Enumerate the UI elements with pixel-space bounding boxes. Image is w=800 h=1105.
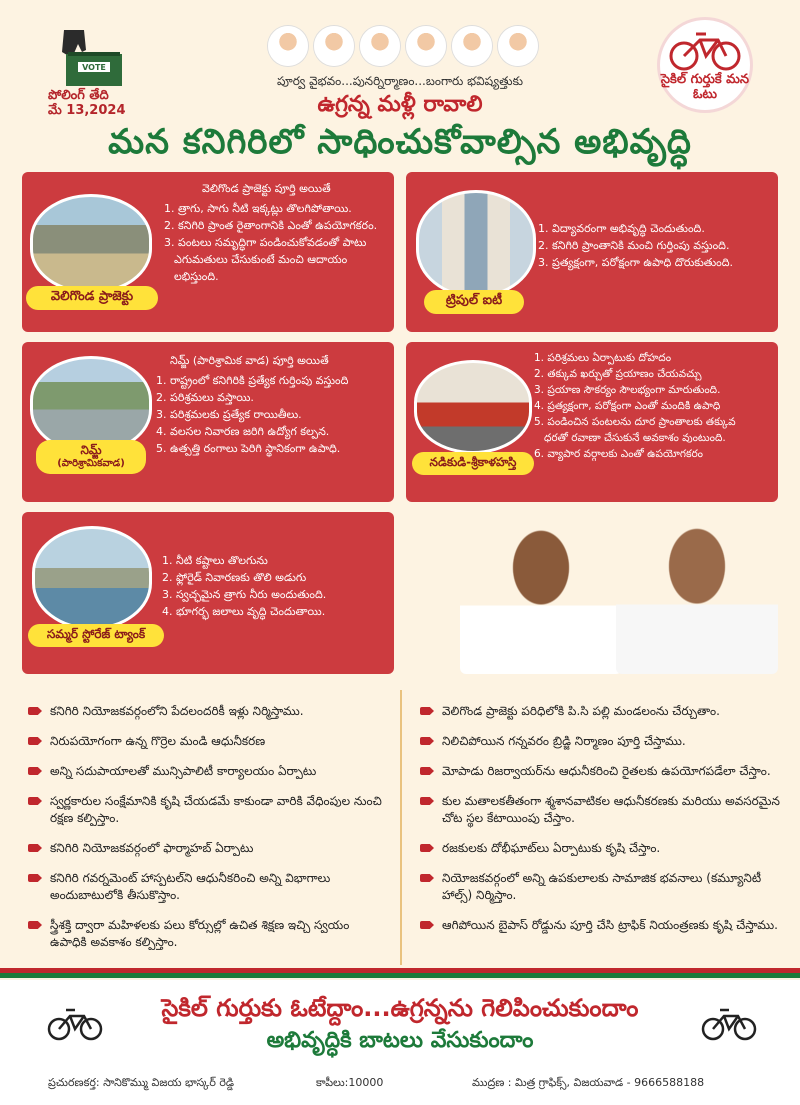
list-item: 1. విద్యావరంగా అభివృద్ధి చెందుతుంది.	[538, 222, 705, 235]
leader-portrait	[498, 26, 538, 66]
card-intro: వెలిగొండ ప్రాజెక్టు పూర్తి అయితే	[202, 182, 331, 195]
candidate-portrait	[616, 520, 778, 674]
polling-date-label: పోలింగ్ తేది	[48, 88, 109, 103]
project-card-railway	[406, 342, 778, 502]
building-photo	[416, 190, 536, 298]
promise-list-left	[28, 703, 388, 964]
column-divider	[400, 690, 402, 965]
card-label-sub: (పారిశ్రామికవాడ)	[57, 458, 125, 469]
list-item: 2. తక్కువ ఖర్చుతో ప్రయాణం చేయవచ్చు	[534, 368, 702, 380]
list-item: 1. నీటి కష్టాలు తొలగును	[162, 554, 268, 567]
promise-list-right	[420, 703, 780, 947]
list-item: కనిగిరి నియోజకవర్గంలో ఫార్మాహబ్ ఏర్పాటు	[28, 840, 388, 857]
list-item: స్త్రీశక్తి ద్వారా మహిళలకు పలు కోర్సుల్లో ఉచిత శిక్షణ ఇచ్చి స్వయం ఉపాధికి అవకాశం కల్పిస్తాం.	[28, 917, 388, 951]
footer	[0, 980, 800, 1105]
list-item: 3. ప్రయాణ సౌకర్యం సౌలభ్యంగా మారుతుంది.	[534, 384, 721, 396]
header	[0, 0, 800, 170]
footer-slogan-2: అభివృద్ధికి బాటలు వేసుకుందాం	[266, 1028, 534, 1053]
project-card-nimz	[22, 342, 394, 502]
leader-portrait	[314, 26, 354, 66]
list-item: 3. స్వచ్ఛమైన త్రాగు నీరు అందుతుంది.	[162, 588, 327, 601]
list-item: అన్ని సదుపాయాలతో మున్సిపాలిటీ కార్యాలయం ఏర్పాటు	[28, 763, 388, 780]
leader-portrait	[360, 26, 400, 66]
leader-portraits	[268, 26, 538, 70]
card-label: ట్రిపుల్ ఐటీ	[424, 290, 524, 314]
bicycle-icon	[660, 24, 750, 74]
list-item: 2. కనిగిరి ప్రాంత రైతాంగానికి ఎంతో ఉపయోగకరం.	[164, 219, 378, 232]
vote-label: VOTE	[82, 63, 106, 72]
list-item: ఆగిపోయిన బైపాస్ రోడ్డును పూర్తి చేసి ట్రాఫిక్ నియంత్రణకు కృషి చేస్తాము.	[420, 917, 780, 934]
candidate-portrait	[460, 522, 622, 674]
list-item: 3. ప్రత్యక్షంగా, పరోక్షంగా ఉపాధి దొరుకుతుంది.	[538, 256, 733, 269]
card-benefit-list	[156, 372, 388, 457]
list-item: రజకులకు దోభీఘాట్‌లు ఏర్పాటుకు కృషి చేస్తాం.	[420, 840, 780, 857]
card-intro: నిమ్జ్ (పారిశ్రామిక వాడ) పూర్తి అయితే	[170, 354, 329, 367]
party-logo-text: సైకిల్ గుర్తుకే మన ఓటు	[660, 72, 750, 102]
card-benefit-list	[534, 350, 776, 462]
list-item: 5. ఉత్పత్తి రంగాలు పెరిగి స్థానికంగా ఉపాధి.	[156, 442, 341, 455]
page-title: మన కనిగిరిలో సాధించుకోవాల్సిన అభివృద్ధి	[108, 122, 692, 162]
card-benefit-list	[164, 200, 390, 285]
list-item: 1. త్రాగు, సాగు నీటి ఇక్కట్లు తొలగిపోతాయి.	[164, 202, 352, 215]
list-item: 2. పరిశ్రమలు వస్తాయి.	[156, 391, 254, 404]
card-label: సమ్మర్ స్టోరేజ్ ట్యాంక్	[28, 624, 164, 647]
publisher-credit: ప్రచురణకర్త: సానికొమ్ము విజయ భాస్కర్ రెడ్డి	[48, 1076, 235, 1089]
list-item: కుల మతాలకతీతంగా శ్మశానవాటికల ఆధునీకరణకు మరియు అవసరమైన చోట స్థల కేటాయింపు చేస్తాం.	[420, 793, 780, 827]
project-card-veligonda	[22, 172, 394, 332]
tagline-red: ఉగ్రన్న మళ్లీ రావాలి	[317, 92, 483, 117]
list-item: ఎగుమతులు చేసుకుంటే మంచి ఆదాయం లభిస్తుంది.	[174, 253, 348, 283]
copies-count: కాపీలు:10000	[316, 1076, 384, 1089]
project-card-iiit	[406, 172, 778, 332]
candidate-portraits	[460, 512, 778, 674]
dam-photo	[30, 194, 152, 294]
divider-stripe-green	[0, 973, 800, 978]
list-item: కనిగిరి గవర్నమెంట్ హాస్పటల్‌ని ఆధునీకరించి అన్ని విభాగాలు అందుబాటులోకి తీసుకొస్తాం.	[28, 870, 388, 904]
list-item: స్వర్ణకారుల సంక్షేమానికి కృషి చేయడమే కాకుండా వారికి వేధింపుల నుంచి రక్షణ కల్పిస్తాం.	[28, 793, 388, 827]
list-item: 4. వలసల నివారణ జరిగి ఉద్యోగ కల్పన.	[156, 425, 330, 438]
list-item: వెలిగొండ ప్రాజెక్టు పరిధిలోకి పి.సి పల్లి మండలంను చేర్చుతాం.	[420, 703, 780, 720]
list-item: 6. వ్యాపార వర్గాలకు ఎంతో ఉపయోగకరం	[534, 448, 704, 460]
tagline-small: పూర్వ వైభవం...పునర్నిర్మాణం...బంగారు భవిష్యత్తుకు	[276, 74, 523, 88]
project-card-storage-tank	[22, 512, 394, 674]
card-label	[36, 440, 146, 474]
list-item: 4. ప్రత్యక్షంగా, పరోక్షంగా ఎంతో మందికి ఉపాధి	[534, 400, 721, 412]
list-item: 2. కనిగిరి ప్రాంతానికి మంచి గుర్తింపు వస్తుంది.	[538, 239, 730, 252]
list-item: 4. భూగర్భ జలాలు వృద్ధి చెందుతాయి.	[162, 605, 326, 618]
footer-slogan-1: సైకిల్ గుర్తుకు ఓటేద్దాం...ఉగ్రన్నను గెలిపించుకుందాం	[161, 994, 639, 1022]
card-label: నడికుడి-శ్రీకాళహస్తి	[412, 452, 534, 475]
list-item: నిరుపయోగంగా ఉన్న గొర్రెల మండి ఆధునీకరణ	[28, 733, 388, 750]
leader-portrait	[406, 26, 446, 66]
storage-tank-photo	[32, 526, 152, 630]
leader-portrait	[452, 26, 492, 66]
list-item: 2. ఫ్లోరైడ్ నివారణకు తొలి అడుగు	[162, 571, 307, 584]
list-item: ధరతో రవాణా చేసుకునే అవకాశం వుంటుంది.	[544, 432, 726, 444]
list-item: కనిగిరి నియోజకవర్గంలోని పేదలందరికీ ఇళ్లు నిర్మిస్తాము.	[28, 703, 388, 720]
card-label: వెలిగొండ ప్రాజెక్టు	[26, 286, 158, 310]
list-item: 1. రాష్ట్రంలో కనిగిరికి ప్రత్యేక గుర్తింపు వస్తుంది	[156, 374, 349, 387]
card-benefit-list	[162, 552, 388, 620]
list-item: నియోజకవర్గంలో అన్ని ఉపకులాలకు సామాజిక భవనాలు (కమ్యూనిటీ హాల్స్) నిర్మిస్తాం.	[420, 870, 780, 904]
list-item: 5. పండించిన పంటలను దూర ప్రాంతాలకు తక్కువ	[534, 416, 736, 428]
train-photo	[414, 360, 532, 454]
printer-credit: ముద్రణ : మిత్ర గ్రాఫిక్స్, విజయవాడ - 9666588188	[472, 1076, 705, 1089]
list-item: నిలిచిపోయిన గన్నవరం బ్రిడ్జి నిర్మాణం పూర్తి చేస్తాము.	[420, 733, 780, 750]
leader-portrait	[268, 26, 308, 66]
card-benefit-list	[538, 220, 774, 271]
polling-date-value: మే 13,2024	[48, 103, 126, 118]
list-item: 3. పరిశ్రమలకు ప్రత్యేక రాయితీలు.	[156, 408, 302, 421]
list-item: 3. పంటలు సమృద్ధిగా పండించుకోవడంతో పాటు	[164, 236, 367, 249]
list-item: 1. పరిశ్రమలు ఏర్పాటుకు దోహదం	[534, 352, 672, 364]
list-item: మోపాడు రిజర్వాయర్‌ను ఆధునీకరించి రైతలకు ఉపయోగపడేలా చేస్తాం.	[420, 763, 780, 780]
card-label-main: నిమ్జ్	[80, 443, 102, 457]
party-logo	[660, 20, 750, 110]
